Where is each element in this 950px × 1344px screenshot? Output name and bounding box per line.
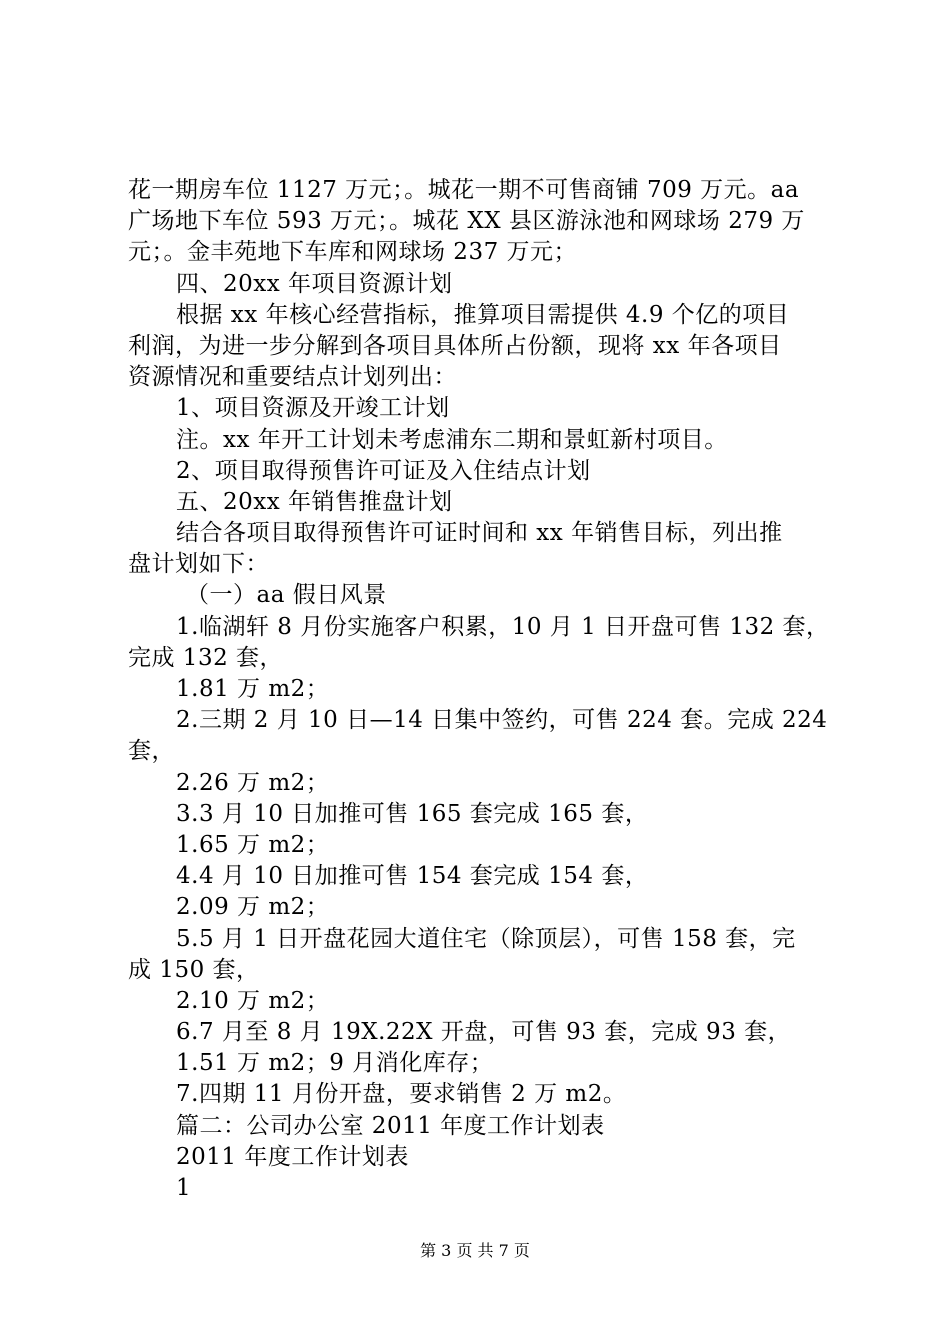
text-line: 套， bbox=[128, 738, 175, 765]
subsection-heading: 1、项目资源及开竣工计划 bbox=[176, 395, 450, 422]
subsection-heading: （一）aa 假日风景 bbox=[186, 582, 387, 609]
text-line: 1.81 万 m2； bbox=[176, 676, 330, 702]
list-item: 7.四期 11 月份开盘，要求销售 2 万 m2。 bbox=[176, 1081, 627, 1108]
list-item: 2.三期 2 月 10 日—14 日集中签约，可售 224 套。完成 224 bbox=[176, 707, 828, 734]
text-line: 广场地下车位 593 万元；。城花 XX 县区游泳池和网球场 279 万 bbox=[128, 208, 805, 235]
list-item: 3.3 月 10 日加推可售 165 套完成 165 套， bbox=[176, 800, 649, 827]
text-line: 结合各项目取得预售许可证时间和 xx 年销售目标，列出推 bbox=[176, 520, 783, 547]
section-heading: 篇二：公司办公室 2011 年度工作计划表 bbox=[176, 1112, 605, 1139]
text-line: 2011 年度工作计划表 bbox=[176, 1143, 409, 1170]
text-line: 2.09 万 m2； bbox=[176, 894, 330, 921]
text-line: 注。xx 年开工计划未考虑浦东二期和景虹新村项目。 bbox=[176, 426, 728, 453]
text-line: 根据 xx 年核心经营指标，推算项目需提供 4.9 个亿的项目 bbox=[176, 301, 790, 328]
text-line: 完成 132 套， bbox=[128, 644, 284, 671]
document-body bbox=[128, 175, 833, 1204]
list-item: 4.4 月 10 日加推可售 154 套完成 154 套， bbox=[176, 863, 649, 890]
section-heading: 四、20xx 年项目资源计划 bbox=[176, 270, 453, 297]
text-line: 元；。金丰苑地下车库和网球场 237 万元； bbox=[128, 239, 578, 266]
page-footer bbox=[0, 1240, 950, 1262]
text-line: 1.65 万 m2； bbox=[176, 831, 330, 858]
subsection-heading: 2、项目取得预售许可证及入住结点计划 bbox=[176, 457, 591, 484]
text-line: 成 150 套， bbox=[128, 956, 260, 983]
text-line: 盘计划如下： bbox=[128, 551, 269, 578]
text-line: 2.10 万 m2； bbox=[176, 987, 330, 1014]
text-line: 花一期房车位 1127 万元；。城花一期不可售商铺 709 万元。aa bbox=[128, 177, 800, 203]
text-line: 利润，为进一步分解到各项目具体所占份额，现将 xx 年各项目 bbox=[128, 332, 782, 359]
text-line: 2.26 万 m2； bbox=[176, 769, 330, 796]
list-item: 1.临湖轩 8 月份实施客户积累，10 月 1 日开盘可售 132 套， bbox=[176, 613, 830, 640]
text-line: 1.51 万 m2；9 月消化库存； bbox=[176, 1050, 494, 1077]
list-item: 6.7 月至 8 月 19X.22X 开盘，可售 93 套，完成 93 套， bbox=[176, 1019, 792, 1046]
page-number: 第 3 页 共 7 页 bbox=[420, 1241, 530, 1260]
list-item: 5.5 月 1 日开盘花园大道住宅（除顶层），可售 158 套，完 bbox=[176, 925, 796, 952]
text-line: 资源情况和重要结点计划列出： bbox=[128, 364, 457, 391]
section-heading: 五、20xx 年销售推盘计划 bbox=[176, 488, 453, 515]
text-line: 1 bbox=[176, 1175, 192, 1201]
